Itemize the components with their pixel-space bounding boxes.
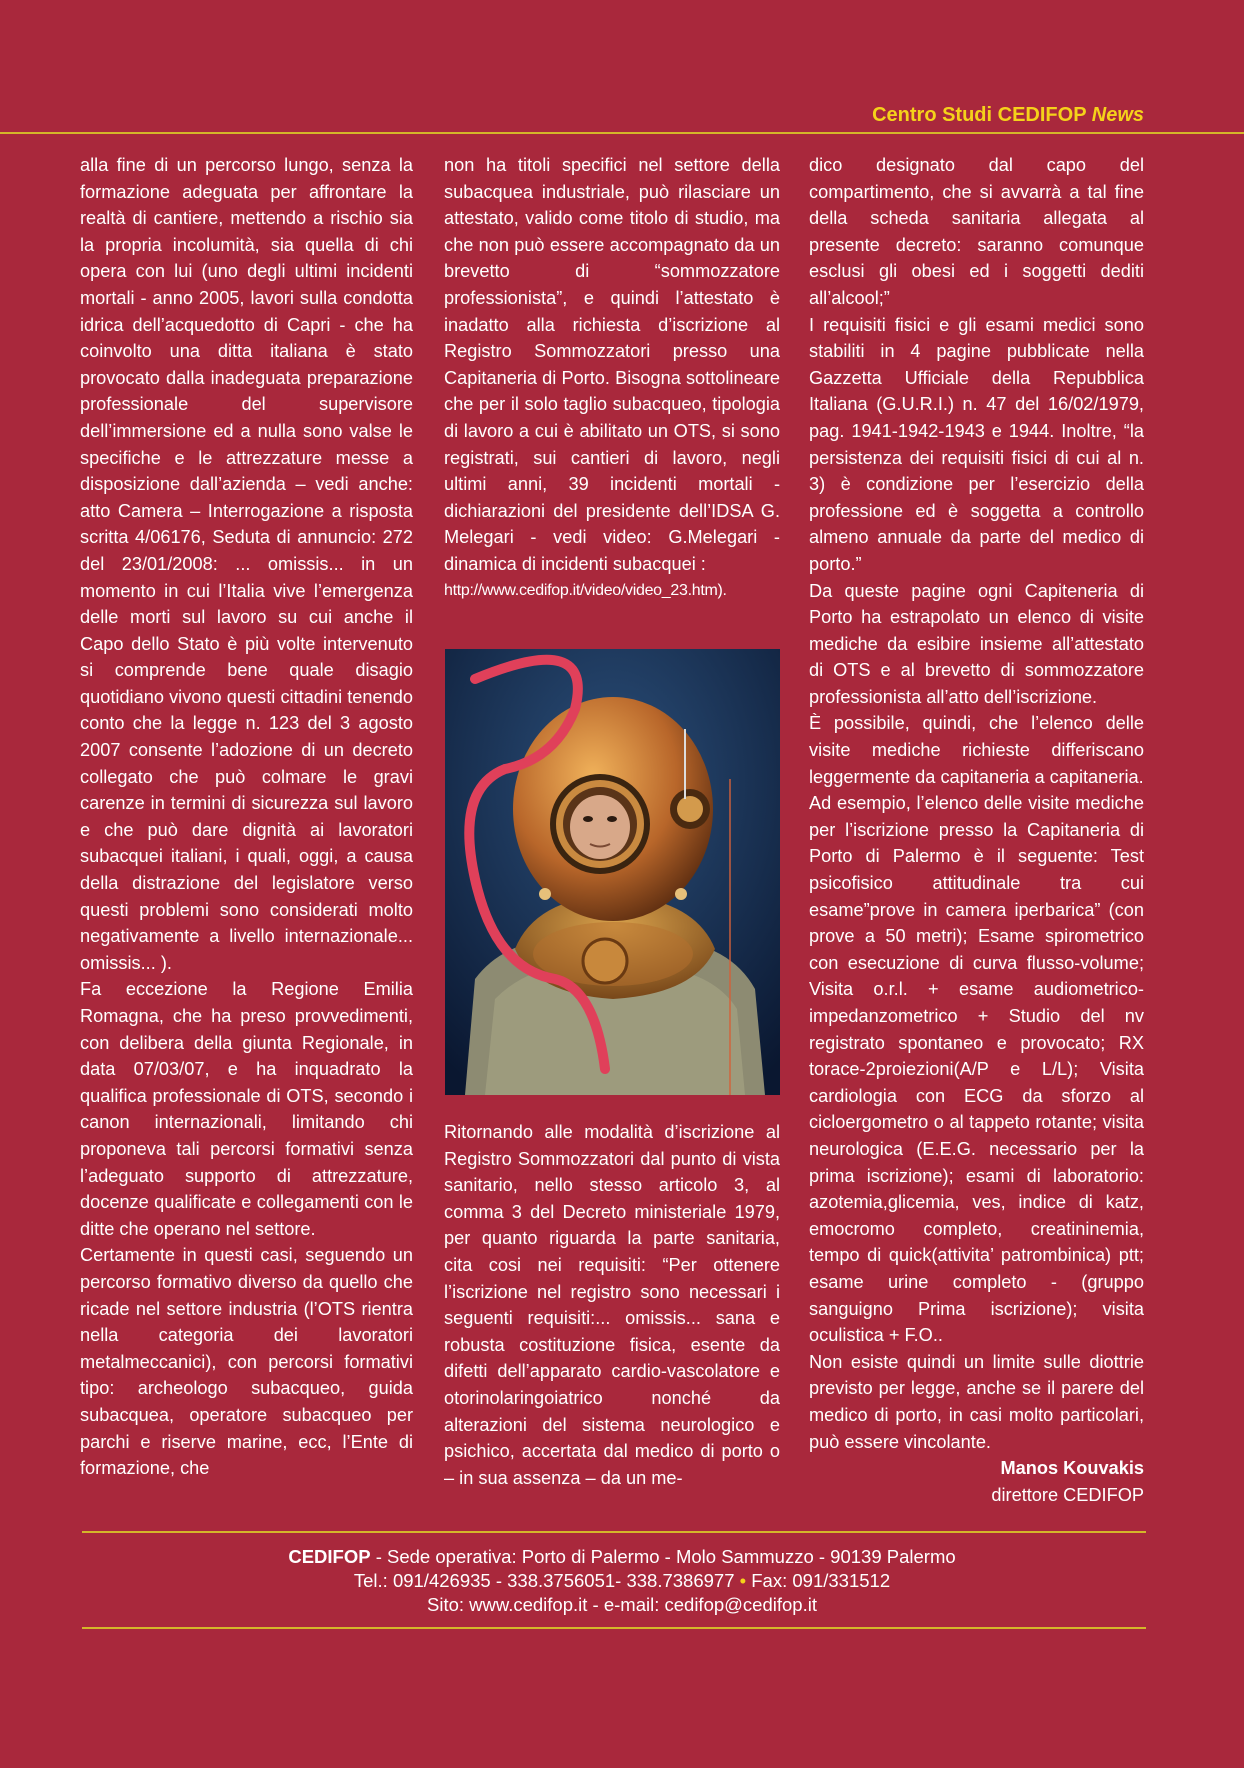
article-column-2-top <box>444 152 780 604</box>
footer-contact-line <box>0 1569 1244 1593</box>
column3-paragraph: Ad esempio, l’elenco delle visite mediche per l’iscrizione presso la Capitaneria di Porto di Palermo è il seguente: Test psicofisico attitudinale tra cui esame”prove in camera iperbarica” (con prove a 50 metri); Esame spirometrico con esecuzione di curva flusso-volume; Visita o.r.l. + esame audiometrico-impedanzometrico + Studio del nv registrato spontaneo e provocato; RX torace-2proiezioni(A/P e L/L); Visita cardiologia con ECG da sforzo al cicloergometro o al tappeto rotante; visita neurologica (E.E.G. necessario per la prima iscrizione); esami di laboratorio: azotemia,glicemia, ves, indice di katz, emocromo completo, creatininemia, tempo di quick(attivita’ patrombinica) ptt; esame urine completo - (gruppo sanguigno Prima iscrizione); visita oculistica + F.O.. <box>809 793 1144 1346</box>
diver-helmet-illustration <box>445 649 780 1095</box>
column2-bottom-paragraph: Ritornando alle modalità d’iscrizione al Registro Sommozzatori dal punto di vista sanitario, nello stesso articolo 3, al comma 3 del Decreto ministeriale 1979, per quanto riguarda la parte sanitaria, cita cosi nei requisiti: “Per ottenere l’iscrizione nel registro sono necessari i seguenti requisiti:... omissis... sana e robusta costituzione fisica, esente da difetti dell’apparato cardio-vascolatore e otorinolaringoiatrico nonché da alterazioni del sistema neurologico e psichico, accertata dal medico di porto o – in sua assenza – da un me- <box>444 1122 780 1488</box>
column3-paragraph: È possibile, quindi, che l’elenco delle visite mediche richieste differiscano leggermente da capitaneria a capitaneria. <box>809 713 1144 787</box>
column3-paragraph: Non esiste quindi un limite sulle diottrie previsto per legge, anche se il parere del medico di porto, in casi molto particolari, può essere vincolante. <box>809 1351 1144 1452</box>
footer-address-line <box>0 1545 1244 1569</box>
footer-bullet: • <box>739 1570 747 1591</box>
header-title-news: News <box>1091 104 1144 126</box>
footer-site-line[interactable]: Sito: www.cedifop.it - e-mail: cedifop@cedifop.it <box>427 1594 817 1615</box>
magazine-header-title <box>872 104 1144 127</box>
author-name: Manos Kouvakis <box>1000 1458 1144 1479</box>
footer-phones: Tel.: 091/426935 - 338.3756051- 338.7386977 <box>353 1570 735 1591</box>
column1-paragraph: Certamente in questi casi, seguendo un percorso formativo diverso da quello che ricade nel settore industria (l’OTS rientra nella categoria dei lavoratori metalmeccanici), con percorsi formativi tipo: archeologo subacqueo, guida subacquea, operatore subacqueo per parchi e riserve marine, ecc, l’Ente di formazione, che <box>80 1245 413 1479</box>
column1-paragraph: alla fine di un percorso lungo, senza la formazione adeguata per affrontare la realtà di cantiere, mettendo a rischio sia la propria incolumità, sia quella di chi opera con lui (uno degli ultimi incidenti mortali - anno 2005, lavori sulla condotta idrica dell’acquedotto di Capri - che ha coinvolto una ditta italiana è stato provocato dalla inadeguata preparazione professionale del supervisore dell’immersione ed a nulla sono valse le specifiche e le attrezzature messe a disposizione dall’azienda – vedi anche: atto Camera – Interrogazione a risposta scritta 4/06176, Seduta di annuncio: 272 del 23/01/2008: ... omissis... in un momento in cui l’Italia vive l’emergenza delle morti sul lavoro su cui anche il Capo dello Stato è più volte intervenuto si comprende bene quale disagio quotidiano vivono questi cittadini tenendo conto che la legge n. 123 del 3 agosto 2007 consente l’adozione di un decreto collegato che può colmare le gravi carenze in termini di sicurezza sul lavoro e che può dare dignità ai lavoratori subacquei italiani, i quali, oggi, a causa della distrazione del legislatore verso questi problemi sono considerati molto negativamente a livello internazionale... omissis... ). <box>80 155 413 973</box>
column1-paragraph: Fa eccezione la Regione Emilia Romagna, che ha preso provvedimenti, con delibera della giunta Regionale, in data 07/03/07, e ha inquadrato la qualifica professionale di OTS, secondo i canon internazionali, limitando chi proponeva tali percorsi formativi senza l’adeguato supporto di attrezzature, docenze qualificate e collegamenti con le ditte che operano nel settore. <box>80 979 413 1239</box>
author-role: direttore CEDIFOP <box>991 1484 1144 1505</box>
footer-address: - Sede operativa: Porto di Palermo - Molo Sammuzzo - 90139 Palermo <box>370 1546 956 1567</box>
video-link[interactable]: http://www.cedifop.it/video/video_23.htm). <box>444 581 727 599</box>
footer-bottom-rule <box>82 1627 1146 1629</box>
header-rule <box>0 132 1244 134</box>
column3-paragraph: dico designato dal capo del compartimento, che si avvarrà a tal fine della scheda sanitaria allegata al presente decreto: saranno comunque esclusi gli obesi ed i soggetti dediti all’alcool;” <box>809 155 1144 308</box>
footer-brand: CEDIFOP <box>288 1546 371 1567</box>
article-column-1 <box>80 152 413 1482</box>
footer-fax: Fax: 091/331512 <box>751 1570 891 1591</box>
article-column-2-bottom <box>444 1119 780 1491</box>
footer-top-rule <box>82 1531 1146 1533</box>
diver-helmet-photo <box>445 649 780 1095</box>
header-title-text: Centro Studi CEDIFOP <box>872 104 1087 126</box>
article-column-3 <box>809 152 1144 1508</box>
column2-top-paragraph: non ha titoli specifici nel settore della subacquea industriale, può rilasciare un attestato, valido come titolo di studio, ma che non può essere accompagnato da un brevetto di “sommozzatore professionista”, e quindi l’attestato è inadatto alla richiesta d’iscrizione al Registro Sommozzatori presso una Capitaneria di Porto. Bisogna sottolineare che per il solo taglio subacqueo, tipologia di lavoro a cui è abilitato un OTS, si sono registrati, sui cantieri di lavoro, negli ultimi anni, 39 incidenti mortali - dichiarazioni del presidente dell’IDSA G. Melegari - vedi video: G.Melegari - dinamica di incidenti subacquei : <box>444 155 780 574</box>
column3-paragraph: Da queste pagine ogni Capiteneria di Porto ha estrapolato un elenco di visite mediche da esibire insieme all’attestato di OTS e al brevetto di sommozzatore professionista all’atto dell’iscrizione. <box>809 580 1144 707</box>
column3-paragraph: I requisiti fisici e gli esami medici sono stabiliti in 4 pagine pubblicate nella Gazzetta Ufficiale della Repubblica Italiana (G.U.R.I.) n. 47 del 16/02/1979, pag. 1941-1942-1943 e 1944. Inoltre, “la persistenza dei requisiti fisici di cui al n. 3) è condizione per l’esercizio della professione ed è soggetta a controllo almeno annuale da parte del medico di porto.” <box>809 314 1144 574</box>
